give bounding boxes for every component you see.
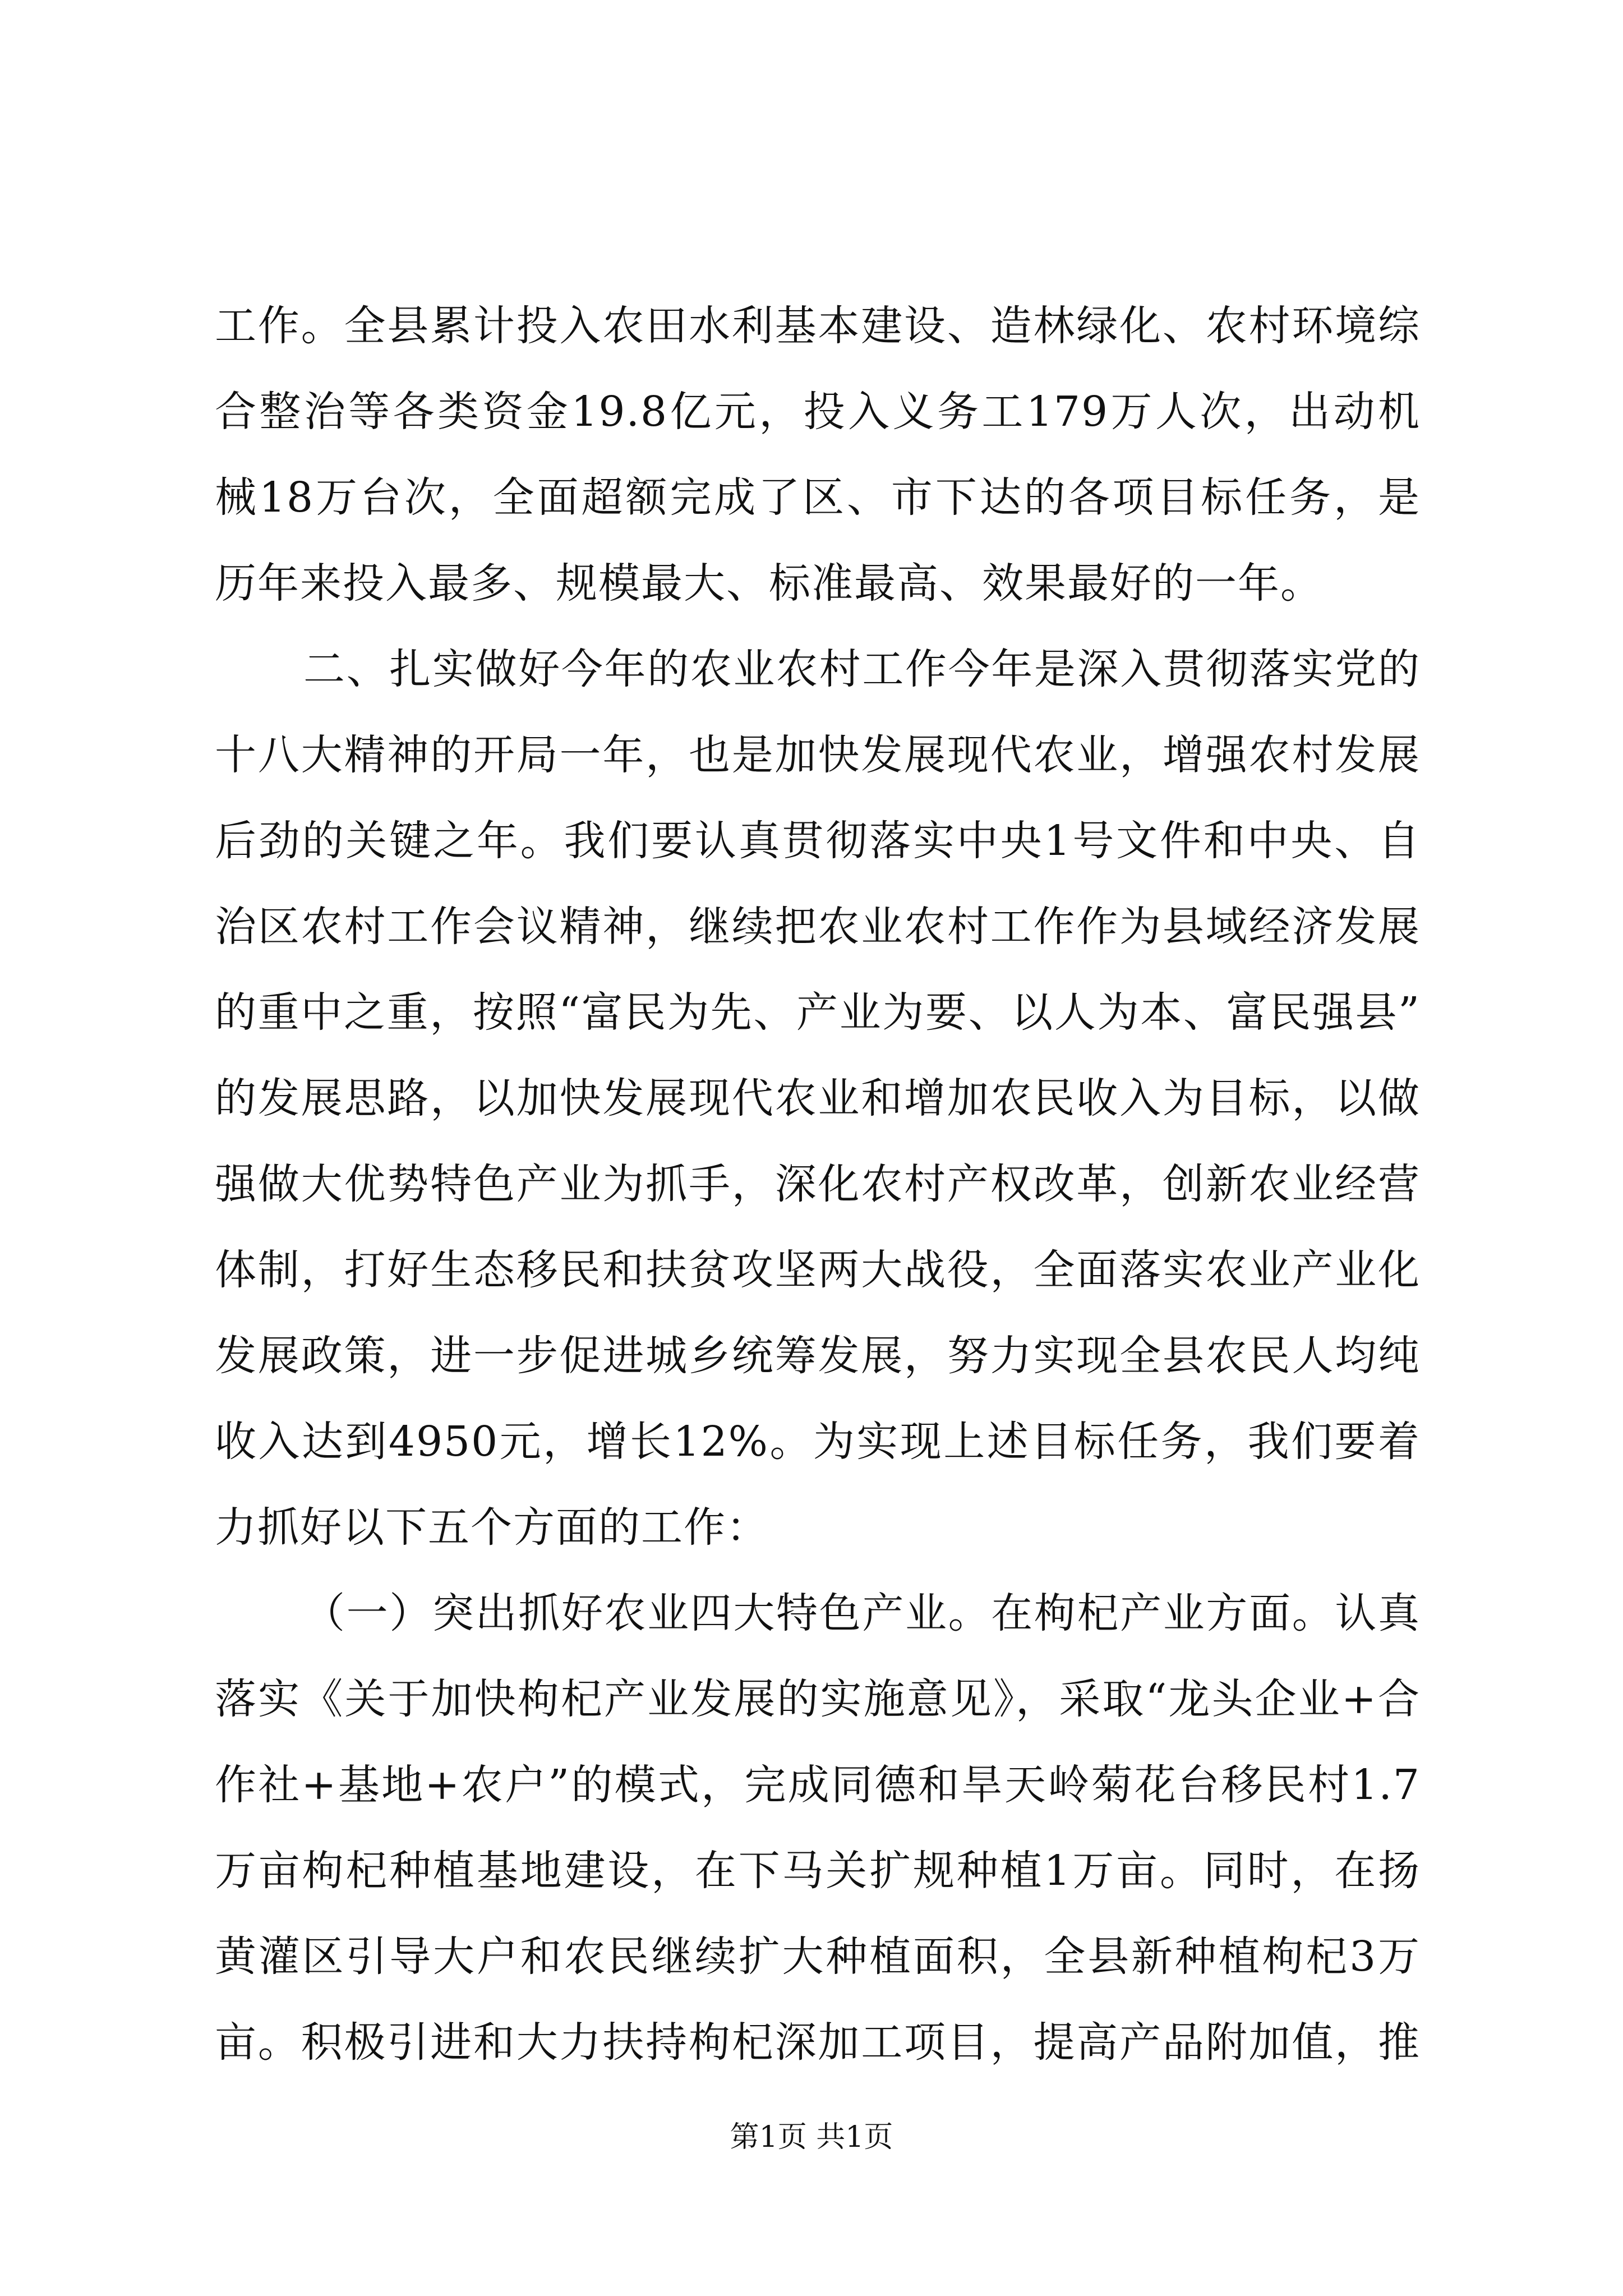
text-line: 后劲的关键之年。我们要认真贯彻落实中央1号文件和中央、自 (215, 817, 1421, 865)
text-line: 历年来投入最多、规模最大、标准最高、效果最好的一年。 (215, 559, 1323, 608)
text-line: 力抓好以下五个方面的工作： (215, 1503, 769, 1552)
text-line: 发展政策，进一步促进城乡统筹发展，努力实现全县农民人均纯 (215, 1332, 1421, 1380)
paragraph-start-line: （一）突出抓好农业四大特色产业。在枸杞产业方面。认真 (303, 1589, 1421, 1637)
text-line: 万亩枸杞种植基地建设，在下马关扩规种植1万亩。同时，在扬 (215, 1847, 1421, 1895)
text-line: 治区农村工作会议精神，继续把农业农村工作作为县域经济发展 (215, 903, 1421, 951)
text-line: 收入达到4950元，增长12%。为实现上述目标任务，我们要着 (215, 1418, 1421, 1466)
text-line: 作社+基地+农户”的模式，完成同德和旱天岭菊花台移民村1.7 (215, 1761, 1421, 1809)
paragraph-start-line: 二、扎实做好今年的农业农村工作今年是深入贯彻落实党的 (303, 645, 1421, 693)
text-line: 的重中之重，按照“富民为先、产业为要、以人为本、富民强县” (215, 988, 1421, 1037)
text-line: 十八大精神的开局一年，也是加快发展现代农业，增强农村发展 (215, 731, 1421, 779)
text-line: 亩。积极引进和大力扶持枸杞深加工项目，提高产品附加值，推 (215, 2018, 1421, 2067)
text-line: 黄灌区引导大户和农民继续扩大种植面积，全县新种植枸杞3万 (215, 1932, 1421, 1981)
page-footer: 第1页 共1页 (730, 2120, 893, 2154)
text-line: 强做大优势特色产业为抓手，深化农村产权改革，创新农业经营 (215, 1160, 1421, 1208)
text-line: 体制，打好生态移民和扶贫攻坚两大战役，全面落实农业产业化 (215, 1246, 1421, 1294)
text-line: 合整治等各类资金19.8亿元，投入义务工179万人次，出动机 (215, 388, 1421, 436)
text-line: 工作。全县累计投入农田水利基本建设、造林绿化、农村环境综 (215, 302, 1421, 350)
text-line: 落实《关于加快枸杞产业发展的实施意见》，采取“龙头企业+合 (215, 1675, 1421, 1723)
text-line: 械18万台次，全面超额完成了区、市下达的各项目标任务，是 (215, 473, 1421, 522)
text-line: 的发展思路，以加快发展现代农业和增加农民收入为目标，以做 (215, 1074, 1421, 1122)
